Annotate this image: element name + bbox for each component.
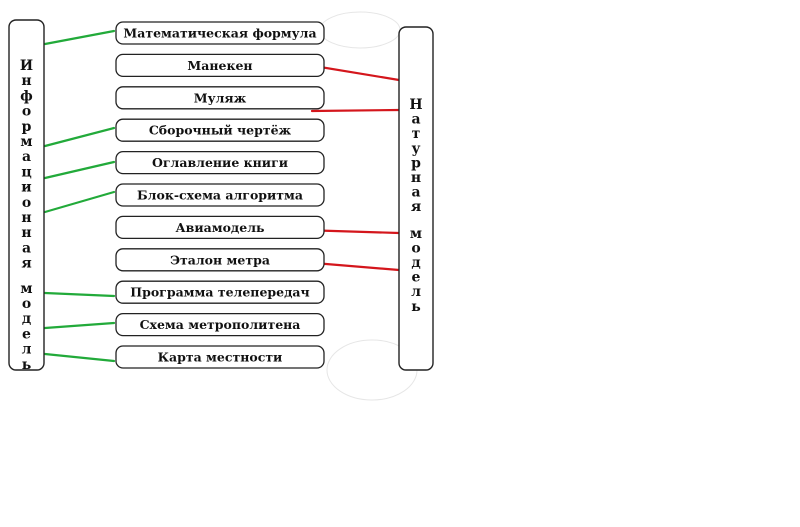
model-item	[116, 314, 324, 336]
model-item-label: Манекен	[187, 57, 253, 73]
model-item	[116, 184, 324, 206]
model-item	[116, 281, 324, 303]
model-items	[116, 22, 324, 368]
model-item	[116, 119, 324, 141]
left-column	[9, 20, 44, 373]
link-to-information-model	[45, 162, 114, 178]
model-item	[116, 54, 324, 76]
model-item-label: Схема метрополитена	[139, 317, 301, 333]
column-title-word: м о д е л ь	[20, 280, 33, 373]
model-item-label: Сборочный чертёж	[148, 122, 292, 138]
model-item	[116, 152, 324, 174]
link-to-natural-model	[312, 110, 399, 111]
link-to-information-model	[45, 323, 114, 328]
link-to-information-model	[45, 293, 114, 296]
model-item-label: Авиамодель	[175, 219, 265, 235]
model-item-label: Математическая формула	[123, 25, 317, 41]
link-to-information-model	[45, 128, 114, 146]
column-title-word: Н а т у р н а я	[409, 97, 423, 216]
model-item	[116, 87, 324, 109]
model-item	[116, 249, 324, 271]
column-title-word: И н ф о р м а ц и о н н а я	[19, 58, 34, 272]
model-item-label: Карта местности	[157, 349, 283, 365]
link-to-information-model	[45, 31, 114, 44]
model-item-label: Оглавление книги	[151, 155, 289, 171]
model-item-label: Эталон метра	[170, 252, 270, 268]
model-item	[116, 346, 324, 368]
model-item-label: Муляж	[193, 90, 247, 106]
model-item	[116, 22, 324, 44]
right-column	[399, 27, 433, 370]
model-item	[116, 216, 324, 238]
model-item-label: Программа телепередач	[130, 284, 310, 300]
column-title-word: м о д е л ь	[409, 225, 423, 315]
link-to-information-model	[45, 354, 114, 361]
link-to-information-model	[45, 192, 114, 212]
model-item-label: Блок-схема алгоритма	[137, 187, 303, 203]
